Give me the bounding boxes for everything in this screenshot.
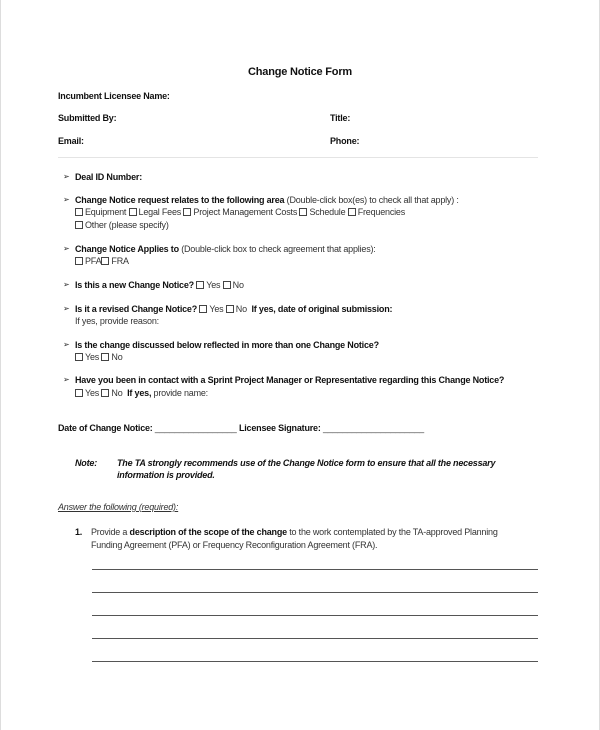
divider — [58, 157, 538, 158]
bullet-arrow-icon: ➢ — [63, 280, 70, 289]
question-text: Is this a new Change Notice? — [75, 280, 194, 290]
contact-question: Have you been in contact with a Sprint Project Manager or Representative regarding this Change Notice? — [75, 375, 505, 385]
option-label: FRA — [111, 256, 129, 266]
pfa-checkbox[interactable] — [75, 257, 83, 265]
item-1-line-2: Funding Agreement (PFA) or Frequency Reconfiguration Agreement (FRA). — [91, 540, 378, 550]
option-label: No — [111, 352, 123, 362]
option-label: Equipment — [85, 207, 127, 217]
contact-options — [75, 387, 208, 399]
deal-id-label: Deal ID Number: — [75, 172, 143, 182]
area-question — [75, 194, 459, 206]
option-label: Schedule — [309, 207, 346, 217]
note-line-2: information is provided. — [117, 470, 215, 480]
option-label: Yes — [85, 388, 100, 398]
frequencies-checkbox[interactable] — [348, 208, 356, 216]
email-label: Email: — [58, 136, 84, 146]
applies-question — [75, 243, 376, 255]
form-title: Change Notice Form — [248, 66, 352, 78]
area-question-bold: Change Notice request relates to the following area — [75, 195, 285, 205]
option-label: Other (please specify) — [85, 220, 169, 230]
yes-checkbox[interactable] — [75, 353, 83, 361]
answer-line[interactable] — [92, 592, 538, 593]
other-option — [75, 219, 169, 231]
submitted-by-label: Submitted By: — [58, 113, 117, 123]
fra-checkbox[interactable] — [101, 257, 109, 265]
new-notice-question — [75, 279, 244, 291]
option-label: Legal Fees — [138, 207, 182, 217]
bullet-arrow-icon: ➢ — [63, 304, 70, 313]
phone-label: Phone: — [330, 136, 360, 146]
project-management-checkbox[interactable] — [183, 208, 191, 216]
item-bold-text: description of the scope of the change — [129, 527, 287, 537]
option-label: Yes — [209, 304, 224, 314]
yes-checkbox[interactable] — [199, 305, 207, 313]
bullet-arrow-icon: ➢ — [63, 244, 70, 253]
area-question-note: (Double-click box(es) to check all that apply) : — [284, 195, 459, 205]
answer-line[interactable] — [92, 615, 538, 616]
no-checkbox[interactable] — [101, 389, 109, 397]
yes-checkbox[interactable] — [75, 389, 83, 397]
option-label: No — [111, 388, 123, 398]
option-label: No — [232, 280, 244, 290]
yes-checkbox[interactable] — [196, 281, 204, 289]
signature-field[interactable]: _____________________ — [322, 423, 424, 433]
if-yes-label: If yes, — [127, 388, 152, 398]
option-label: Yes — [85, 352, 100, 362]
date-signature-row — [58, 422, 424, 434]
multi-options — [75, 351, 123, 363]
option-label: PFA — [85, 256, 102, 266]
bullet-arrow-icon: ➢ — [63, 375, 70, 384]
licensee-name-label: Incumbent Licensee Name: — [58, 91, 170, 101]
answer-heading: Answer the following (required): — [58, 502, 179, 512]
provide-name-label: provide name: — [151, 388, 208, 398]
schedule-checkbox[interactable] — [299, 208, 307, 216]
answer-line[interactable] — [92, 661, 538, 662]
option-label: Project Management Costs — [193, 207, 298, 217]
revised-date-label: If yes, date of original submission: — [251, 304, 393, 314]
no-checkbox[interactable] — [101, 353, 109, 361]
revised-question — [75, 303, 392, 315]
note-label: Note: — [75, 458, 97, 468]
question-text: Is it a revised Change Notice? — [75, 304, 198, 314]
item-1-line-1 — [91, 526, 498, 538]
applies-question-bold: Change Notice Applies to — [75, 244, 179, 254]
no-checkbox[interactable] — [223, 281, 231, 289]
option-label: Yes — [206, 280, 221, 290]
option-label: Frequencies — [357, 207, 406, 217]
bullet-arrow-icon: ➢ — [63, 340, 70, 349]
revised-reason-label: If yes, provide reason: — [75, 316, 159, 326]
answer-line[interactable] — [92, 569, 538, 570]
equipment-checkbox[interactable] — [75, 208, 83, 216]
no-checkbox[interactable] — [226, 305, 234, 313]
item-text: Provide a — [91, 527, 130, 537]
signature-label: Licensee Signature: — [238, 423, 321, 433]
applies-question-note: (Double-click box to check agreement that applies): — [178, 244, 376, 254]
date-field[interactable]: _________________ — [154, 423, 237, 433]
item-number: 1. — [75, 527, 83, 537]
legal-fees-checkbox[interactable] — [129, 208, 137, 216]
date-label: Date of Change Notice: — [58, 423, 153, 433]
note-line-1: The TA strongly recommends use of the Change Notice form to ensure that all the necessary — [117, 458, 496, 468]
answer-line[interactable] — [92, 638, 538, 639]
bullet-arrow-icon: ➢ — [63, 172, 70, 181]
area-options — [75, 206, 405, 218]
item-text: to the work contemplated by the TA-approved Planning — [286, 527, 498, 537]
other-checkbox[interactable] — [75, 221, 83, 229]
bullet-arrow-icon: ➢ — [63, 195, 70, 204]
multi-notice-question: Is the change discussed below reflected in more than one Change Notice? — [75, 340, 379, 350]
title-label: Title: — [330, 113, 351, 123]
applies-options — [75, 255, 129, 267]
option-label: No — [235, 304, 247, 314]
